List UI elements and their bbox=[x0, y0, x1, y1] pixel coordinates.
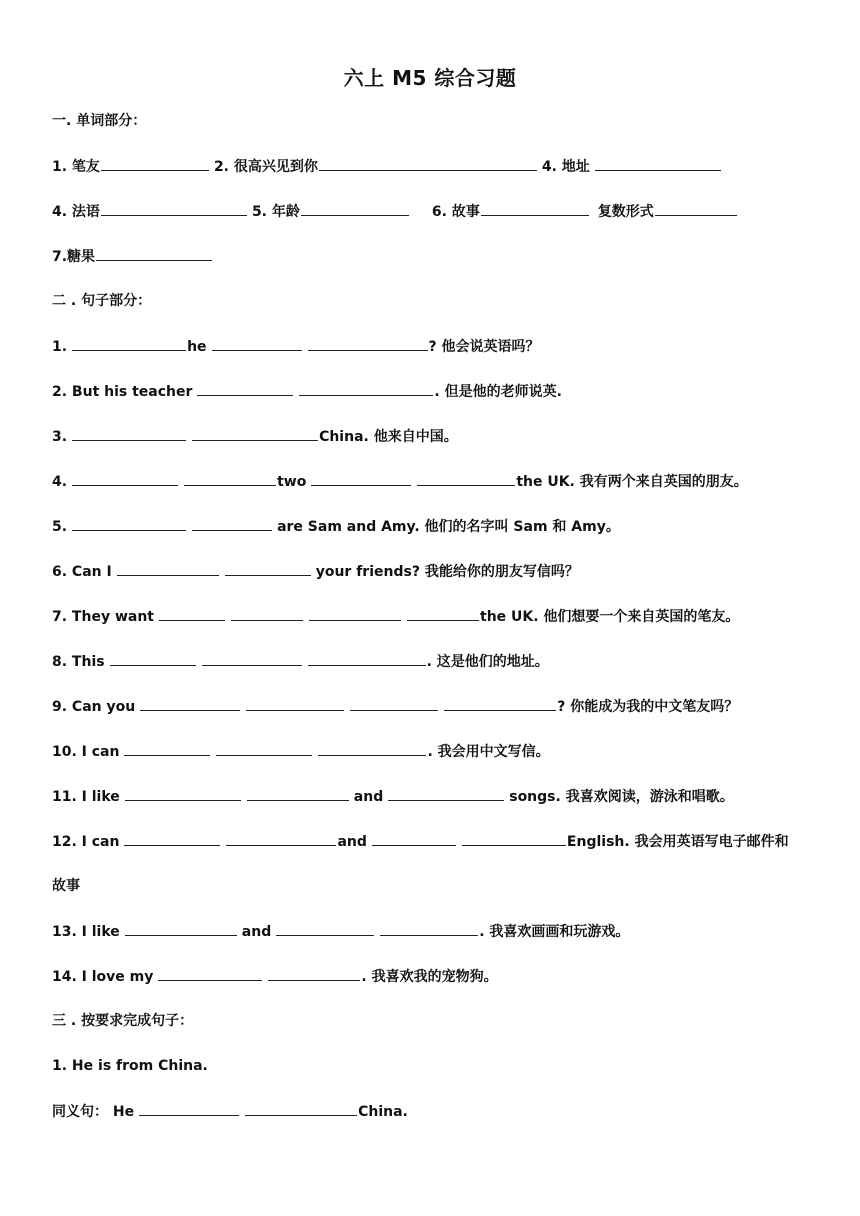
synonym-sentence bbox=[52, 1101, 408, 1121]
sentence-text: . 但是他的老师说英. bbox=[434, 384, 562, 400]
answer-blank[interactable] bbox=[192, 516, 272, 531]
sentence-text: 8. This bbox=[52, 654, 105, 670]
answer-blank[interactable] bbox=[231, 606, 303, 621]
sentence-text: 12. I can bbox=[52, 834, 120, 850]
sentence-8 bbox=[52, 651, 549, 671]
answer-blank[interactable] bbox=[216, 741, 312, 756]
answer-blank[interactable] bbox=[72, 516, 186, 531]
answer-blank[interactable] bbox=[407, 606, 479, 621]
sentence-text: the UK. 我有两个来自英国的朋友。 bbox=[516, 474, 748, 490]
sentence-text: and bbox=[241, 924, 272, 940]
sentence-text: ? 你能成为我的中文笔友吗？ bbox=[557, 699, 739, 715]
transform-question-1: 1. He is from China. bbox=[52, 1058, 208, 1074]
vocab-item-age: 5. 年龄 bbox=[251, 204, 300, 220]
answer-blank[interactable] bbox=[226, 831, 336, 846]
answer-blank[interactable] bbox=[388, 786, 504, 801]
answer-blank[interactable] bbox=[192, 426, 318, 441]
sentence-text: 13. I like bbox=[52, 924, 120, 940]
section-heading-transform: 三 . 按要求完成句子： bbox=[52, 1013, 194, 1029]
sentence-14 bbox=[52, 966, 498, 986]
answer-blank[interactable] bbox=[197, 381, 293, 396]
page-title: 六上 M5 综合习题 bbox=[343, 66, 517, 90]
sentence-number: 4. bbox=[52, 474, 68, 490]
vocab-row-3 bbox=[52, 246, 213, 266]
vocab-item-nice-to-meet-you: 2. 很高兴见到你 bbox=[213, 159, 318, 175]
sentence-text: and bbox=[353, 789, 384, 805]
answer-blank[interactable] bbox=[159, 606, 225, 621]
answer-blank[interactable] bbox=[372, 831, 456, 846]
vocab-item-pen-friend: 1. 笔友 bbox=[52, 159, 100, 175]
sentence-4 bbox=[52, 471, 748, 491]
sentence-5 bbox=[52, 516, 620, 536]
sentence-10 bbox=[52, 741, 550, 761]
answer-blank[interactable] bbox=[311, 471, 411, 486]
sentence-text: 9. Can you bbox=[52, 699, 136, 715]
sentence-7 bbox=[52, 606, 739, 626]
sentence-text: . 这是他们的地址。 bbox=[426, 654, 549, 670]
vocab-item-candy: 7.糖果 bbox=[52, 249, 96, 265]
sentence-number: 3. bbox=[52, 429, 68, 445]
sentence-12-continuation: 故事 bbox=[52, 878, 80, 894]
answer-blank[interactable] bbox=[247, 786, 349, 801]
sentence-text: songs. 我喜欢阅读，游泳和唱歌。 bbox=[509, 789, 734, 805]
sentence-text: the UK. 他们想要一个来自英国的笔友。 bbox=[480, 609, 740, 625]
sentence-text: 6. Can I bbox=[52, 564, 112, 580]
answer-blank[interactable] bbox=[101, 201, 247, 216]
answer-blank[interactable] bbox=[125, 921, 237, 936]
answer-blank[interactable] bbox=[96, 246, 212, 261]
answer-blank[interactable] bbox=[276, 921, 374, 936]
sentence-text: are Sam and Amy. 他们的名字叫 Sam 和 Amy。 bbox=[277, 519, 620, 535]
answer-blank[interactable] bbox=[212, 336, 302, 351]
answer-blank[interactable] bbox=[139, 1101, 239, 1116]
vocab-row-2 bbox=[52, 201, 738, 221]
answer-blank[interactable] bbox=[350, 696, 438, 711]
sentence-text: he bbox=[187, 339, 207, 355]
sentence-text: ? 他会说英语吗？ bbox=[428, 339, 540, 355]
answer-blank[interactable] bbox=[318, 741, 426, 756]
answer-blank[interactable] bbox=[158, 966, 262, 981]
sentence-text: China. bbox=[358, 1104, 408, 1120]
answer-blank[interactable] bbox=[301, 201, 409, 216]
sentence-2 bbox=[52, 381, 562, 401]
sentence-number: 5. bbox=[52, 519, 68, 535]
answer-blank[interactable] bbox=[72, 471, 178, 486]
sentence-text: China. 他来自中国。 bbox=[319, 429, 458, 445]
answer-blank[interactable] bbox=[308, 651, 426, 666]
answer-blank[interactable] bbox=[110, 651, 196, 666]
sentence-text: 11. I like bbox=[52, 789, 120, 805]
answer-blank[interactable] bbox=[101, 156, 209, 171]
vocab-row-1 bbox=[52, 156, 722, 176]
vocab-item-address: 4. 地址 bbox=[541, 159, 590, 175]
answer-blank[interactable] bbox=[124, 831, 220, 846]
vocab-item-story: 6. 故事 bbox=[431, 204, 480, 220]
answer-blank[interactable] bbox=[481, 201, 589, 216]
answer-blank[interactable] bbox=[184, 471, 276, 486]
answer-blank[interactable] bbox=[308, 336, 428, 351]
answer-blank[interactable] bbox=[202, 651, 302, 666]
sentence-1 bbox=[52, 336, 540, 356]
vocab-item-french: 4. 法语 bbox=[52, 204, 100, 220]
answer-blank[interactable] bbox=[117, 561, 219, 576]
synonym-label: 同义句： He bbox=[52, 1104, 135, 1120]
section-heading-vocabulary: 一. 单词部分： bbox=[52, 113, 147, 129]
answer-blank[interactable] bbox=[124, 741, 210, 756]
sentence-text: your friends? 我能给你的朋友写信吗？ bbox=[315, 564, 579, 580]
vocab-item-plural-form: 复数形式 bbox=[597, 204, 654, 220]
answer-blank[interactable] bbox=[462, 831, 566, 846]
sentence-13 bbox=[52, 921, 629, 941]
sentence-text: 7. They want bbox=[52, 609, 154, 625]
answer-blank[interactable] bbox=[655, 201, 737, 216]
sentence-number: 1. bbox=[52, 339, 68, 355]
sentence-6 bbox=[52, 561, 579, 581]
answer-blank[interactable] bbox=[444, 696, 556, 711]
sentence-3 bbox=[52, 426, 458, 446]
section-heading-sentences: 二 . 句子部分： bbox=[52, 293, 152, 309]
answer-blank[interactable] bbox=[225, 561, 311, 576]
answer-blank[interactable] bbox=[72, 336, 186, 351]
sentence-text: two bbox=[277, 474, 307, 490]
sentence-text: 14. I love my bbox=[52, 969, 154, 985]
sentence-text: 2. But his teacher bbox=[52, 384, 193, 400]
sentence-11 bbox=[52, 786, 734, 806]
sentence-text: 10. I can bbox=[52, 744, 120, 760]
sentence-text: . 我喜欢画画和玩游戏。 bbox=[479, 924, 630, 940]
answer-blank[interactable] bbox=[140, 696, 240, 711]
answer-blank[interactable] bbox=[417, 471, 515, 486]
sentence-text: English. 我会用英语写电子邮件和 bbox=[566, 834, 789, 850]
sentence-12 bbox=[52, 831, 789, 851]
answer-blank[interactable] bbox=[309, 606, 401, 621]
answer-blank[interactable] bbox=[319, 156, 537, 171]
answer-blank[interactable] bbox=[299, 381, 433, 396]
answer-blank[interactable] bbox=[245, 1101, 357, 1116]
sentence-text: and bbox=[337, 834, 367, 850]
sentence-text: . 我喜欢我的宠物狗。 bbox=[361, 969, 498, 985]
answer-blank[interactable] bbox=[72, 426, 186, 441]
sentence-text: . 我会用中文写信。 bbox=[427, 744, 550, 760]
answer-blank[interactable] bbox=[268, 966, 360, 981]
answer-blank[interactable] bbox=[595, 156, 721, 171]
answer-blank[interactable] bbox=[380, 921, 478, 936]
sentence-9 bbox=[52, 696, 738, 716]
answer-blank[interactable] bbox=[246, 696, 344, 711]
answer-blank[interactable] bbox=[125, 786, 241, 801]
